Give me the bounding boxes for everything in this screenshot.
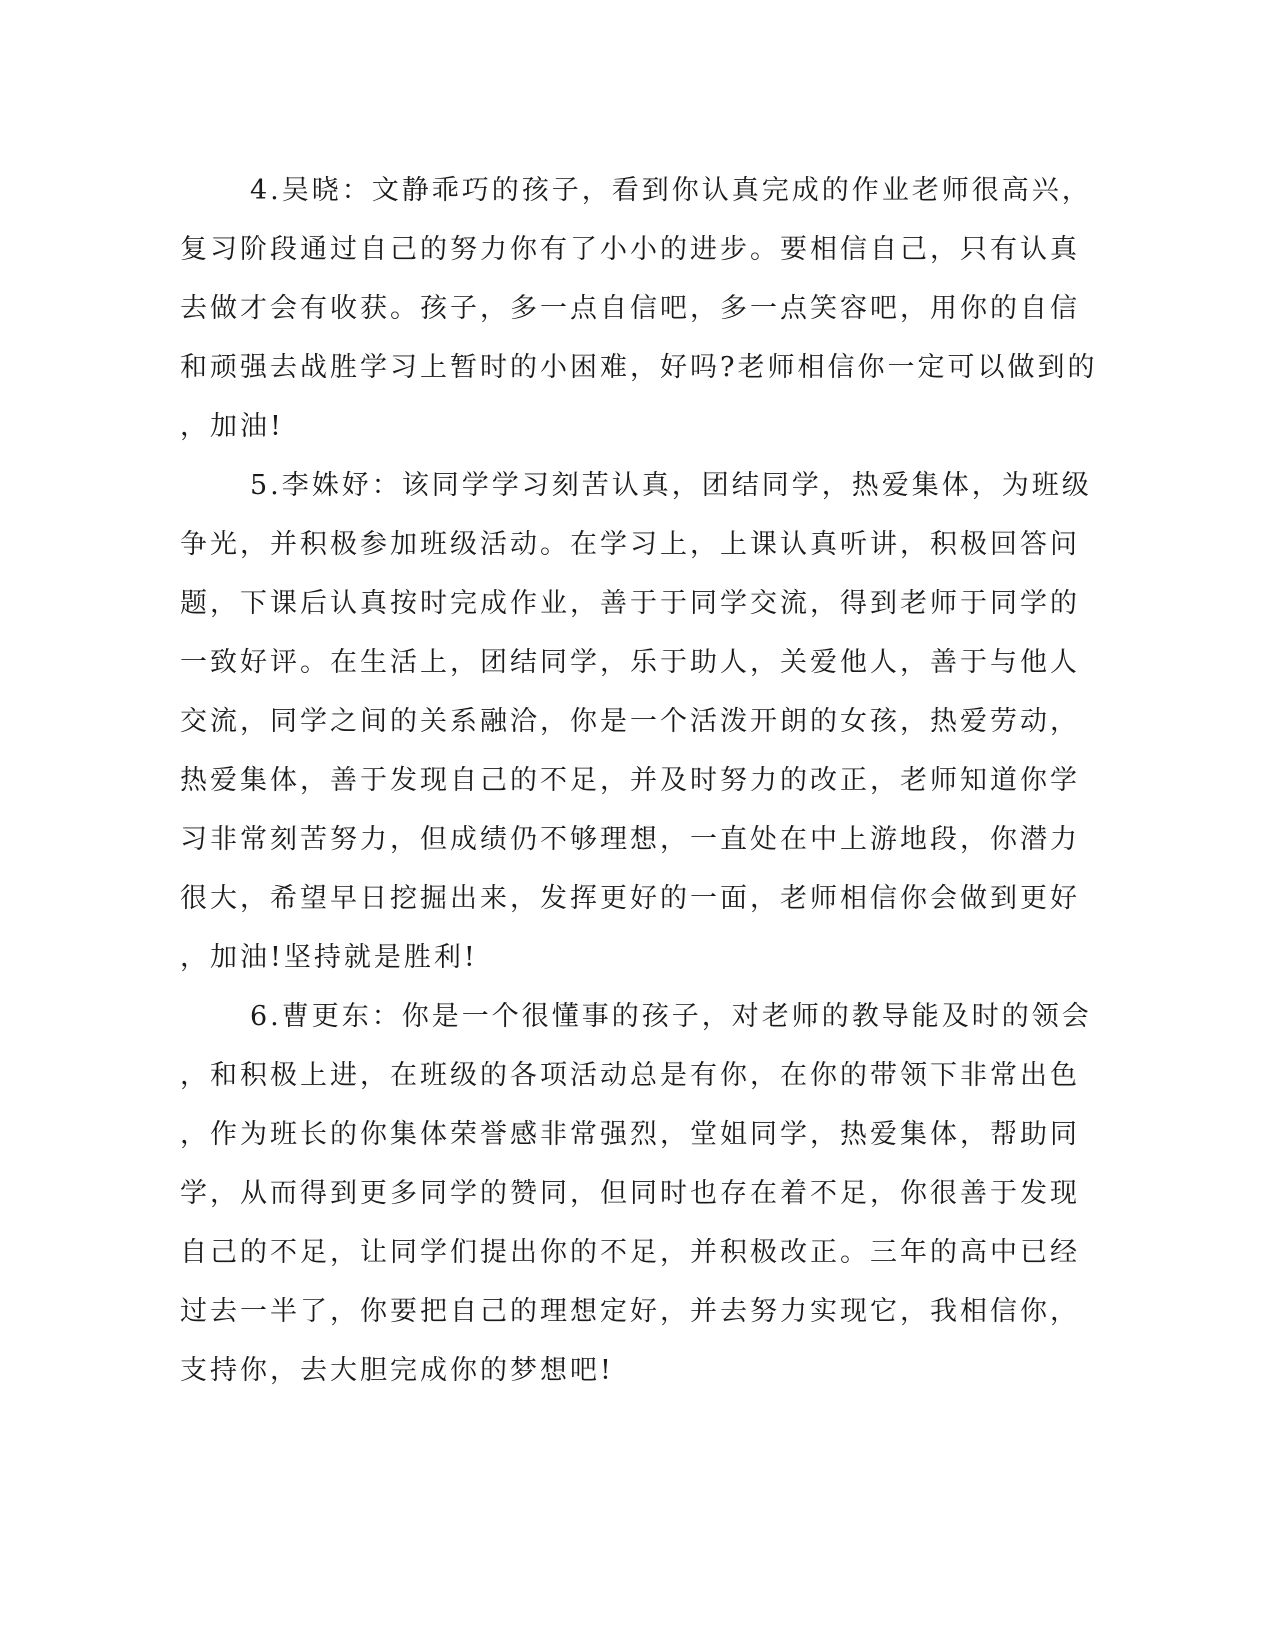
paragraph-line: 自己的不足，让同学们提出你的不足，并积极改正。三年的高中已经 — [180, 1237, 1080, 1268]
paragraph-line: 去做才会有收获。孩子，多一点自信吧，多一点笑容吧，用你的自信 — [180, 293, 1080, 324]
paragraph-line: 很大，希望早日挖掘出来，发挥更好的一面，老师相信你会做到更好 — [180, 883, 1080, 914]
paragraph-line: ，加油! — [180, 411, 284, 442]
paragraph-li-shuyu — [180, 456, 1092, 987]
paragraph-line: 题，下课后认真按时完成作业，善于于同学交流，得到老师于同学的 — [180, 588, 1080, 619]
paragraph-line: 4.吴晓：文静乖巧的孩子，看到你认真完成的作业老师很高兴， — [250, 175, 1092, 206]
paragraph-line: 复习阶段通过自己的努力你有了小小的进步。要相信自己，只有认真 — [180, 234, 1080, 265]
paragraph-line: 一致好评。在生活上，团结同学，乐于助人，关爱他人，善于与他人 — [180, 647, 1080, 678]
paragraph-line: 争光，并积极参加班级活动。在学习上，上课认真听讲，积极回答问 — [180, 529, 1080, 560]
paragraph-line: ，加油!坚持就是胜利! — [180, 942, 478, 973]
paragraph-wu-xiao — [180, 161, 1098, 456]
document-body — [180, 161, 1098, 1400]
paragraph-line: 热爱集体，善于发现自己的不足，并及时努力的改正，老师知道你学 — [180, 765, 1080, 796]
paragraph-line: ，和积极上进，在班级的各项活动总是有你，在你的带领下非常出色 — [180, 1060, 1080, 1091]
paragraph-line: ，作为班长的你集体荣誉感非常强烈，堂姐同学，热爱集体，帮助同 — [180, 1119, 1080, 1150]
paragraph-line: 习非常刻苦努力，但成绩仍不够理想，一直处在中上游地段，你潜力 — [180, 824, 1080, 855]
paragraph-line: 交流，同学之间的关系融洽，你是一个活泼开朗的女孩，热爱劳动， — [180, 706, 1080, 737]
paragraph-line: 支持你，去大胆完成你的梦想吧! — [180, 1355, 614, 1386]
paragraph-line: 6.曹更东：你是一个很懂事的孩子，对老师的教导能及时的领会 — [250, 1001, 1092, 1032]
paragraph-cao-gengdong — [180, 987, 1092, 1400]
paragraph-line: 学，从而得到更多同学的赞同，但同时也存在着不足，你很善于发现 — [180, 1178, 1080, 1209]
paragraph-line: 过去一半了，你要把自己的理想定好，并去努力实现它，我相信你， — [180, 1296, 1080, 1327]
paragraph-line: 5.李姝妤：该同学学习刻苦认真，团结同学，热爱集体，为班级 — [250, 470, 1092, 501]
paragraph-line: 和顽强去战胜学习上暂时的小困难，好吗?老师相信你一定可以做到的 — [180, 352, 1098, 383]
